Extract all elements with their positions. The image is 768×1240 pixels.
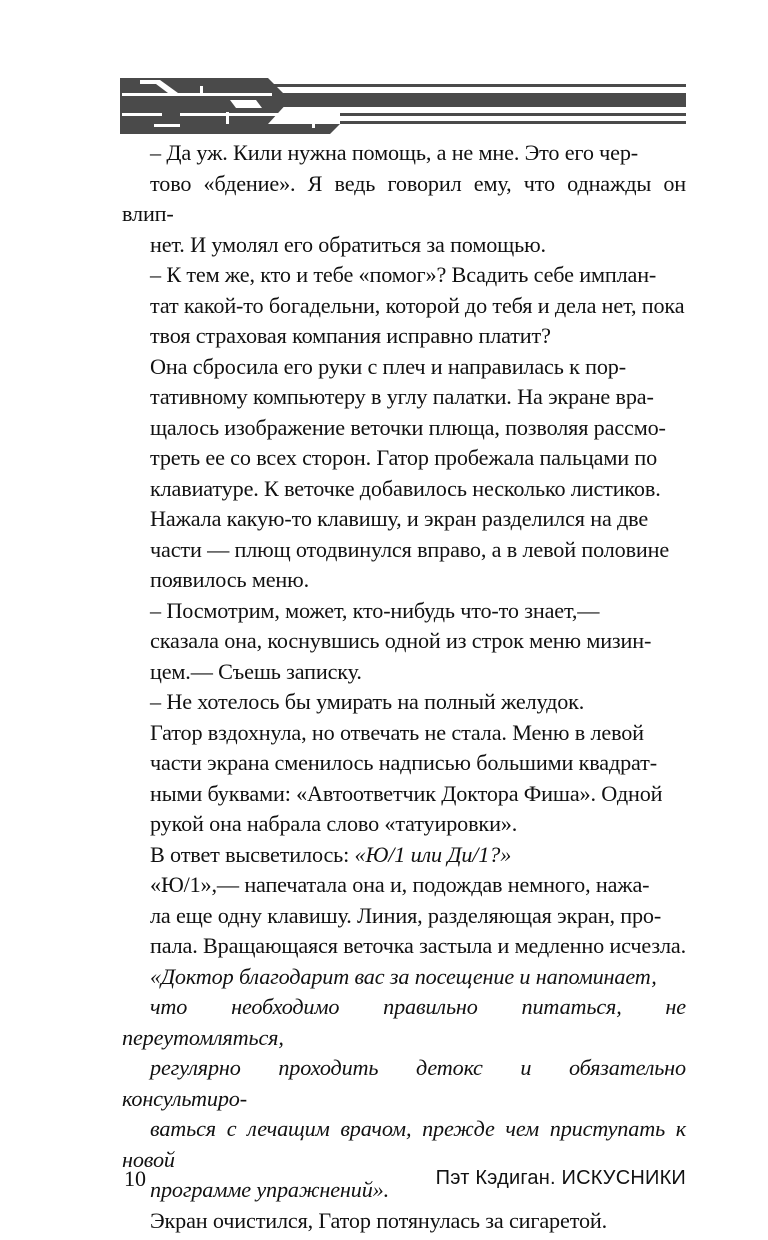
text-line: – К тем же, кто и тебе «помог»? Всадить себе имплан-: [150, 262, 657, 287]
paragraph: [122, 870, 686, 962]
text-segment: В ответ высветилось:: [150, 841, 355, 867]
text-line: ными буквами: «Автоответчик Доктора Фиша». Одной: [150, 780, 663, 806]
page-number: 10: [124, 1166, 146, 1191]
text-line: треть ее со всех сторон. Гатор пробежала пальцами по: [150, 445, 658, 470]
paragraph: [122, 260, 686, 352]
text-line: «Доктор благодарит вас за посещение и напоминает,: [150, 963, 657, 989]
header-ornament: [0, 0, 768, 140]
text-line: рукой она набрала слово «татуировки».: [150, 811, 518, 836]
text-line: – Посмотрим, может, кто-нибудь что-то знает,—: [150, 597, 600, 623]
text-line: нет. И умолял его обратиться за помощью.: [150, 231, 546, 257]
text-line: тативному компьютеру в углу палатки. На экране вра-: [150, 384, 654, 409]
text-line: части — плющ отодвинулся вправо, а в левой половине: [150, 536, 670, 562]
text-line: цем.— Съешь записку.: [150, 658, 362, 684]
text-line: клавиатуре. К веточке добавилось несколько листиков.: [150, 475, 661, 501]
text-line: тат какой-то богадельни, которой до тебя и дела нет, пока: [150, 292, 685, 318]
text-line: Она сбросила его руки с плеч и направилась к пор-: [150, 353, 626, 379]
paragraph: [122, 352, 686, 596]
text-line: – Да уж. Кили нужна помощь, а не мне. Это его чер-: [150, 140, 639, 165]
text-line: твоя страховая компания исправно платит?: [150, 323, 551, 348]
text-line: программе упражнений».: [150, 1177, 389, 1202]
text-line: части экрана сменилось надписью большими квадрат-: [150, 750, 657, 775]
text-line: [122, 840, 686, 871]
text-line: Нажала какую-то клавишу, и экран разделился на две: [150, 506, 649, 531]
text-line: регулярно проходить детокс и обязательно консультиро-: [122, 1055, 686, 1111]
paragraph: [122, 1206, 686, 1237]
text-line: ваться с лечащим врачом, прежде чем приступать к новой: [122, 1116, 686, 1172]
text-line: щалось изображение веточки плюща, позволяя рассмо-: [150, 414, 666, 440]
paragraph: [122, 687, 686, 718]
running-title: Пэт Кэдиган. ИСКУСНИКИ: [435, 1167, 686, 1189]
text-line: Гатор вздохнула, но отвечать не стала. Меню в левой: [150, 719, 644, 745]
paragraph: [122, 596, 686, 688]
text-line: сказала она, коснувшись одной из строк меню мизин-: [150, 628, 652, 653]
text-line: тово «бдение». Я ведь говорил ему, что однажды он влип-: [122, 170, 686, 226]
text-line: – Не хотелось бы умирать на полный желудок.: [150, 689, 585, 714]
text-line: ла еще одну клавишу. Линия, разделяющая экран, про-: [150, 902, 662, 928]
text-line: что необходимо правильно питаться, не переутомляться,: [122, 994, 686, 1050]
paragraph: [122, 138, 686, 260]
text-line: «Ю/1»,— напечатала она и, подождав немного, нажа-: [150, 872, 650, 897]
text-line: появилось меню.: [150, 567, 309, 592]
paragraph: [122, 840, 686, 871]
text-line: Экран очистился, Гатор потянулась за сигаретой.: [150, 1207, 608, 1233]
body-text: [122, 138, 686, 1236]
paragraph: [122, 718, 686, 840]
italic-segment: «Ю/1 или Ди/1?»: [354, 841, 512, 867]
text-line: пала. Вращающаяся веточка застыла и медленно исчезла.: [150, 933, 687, 958]
